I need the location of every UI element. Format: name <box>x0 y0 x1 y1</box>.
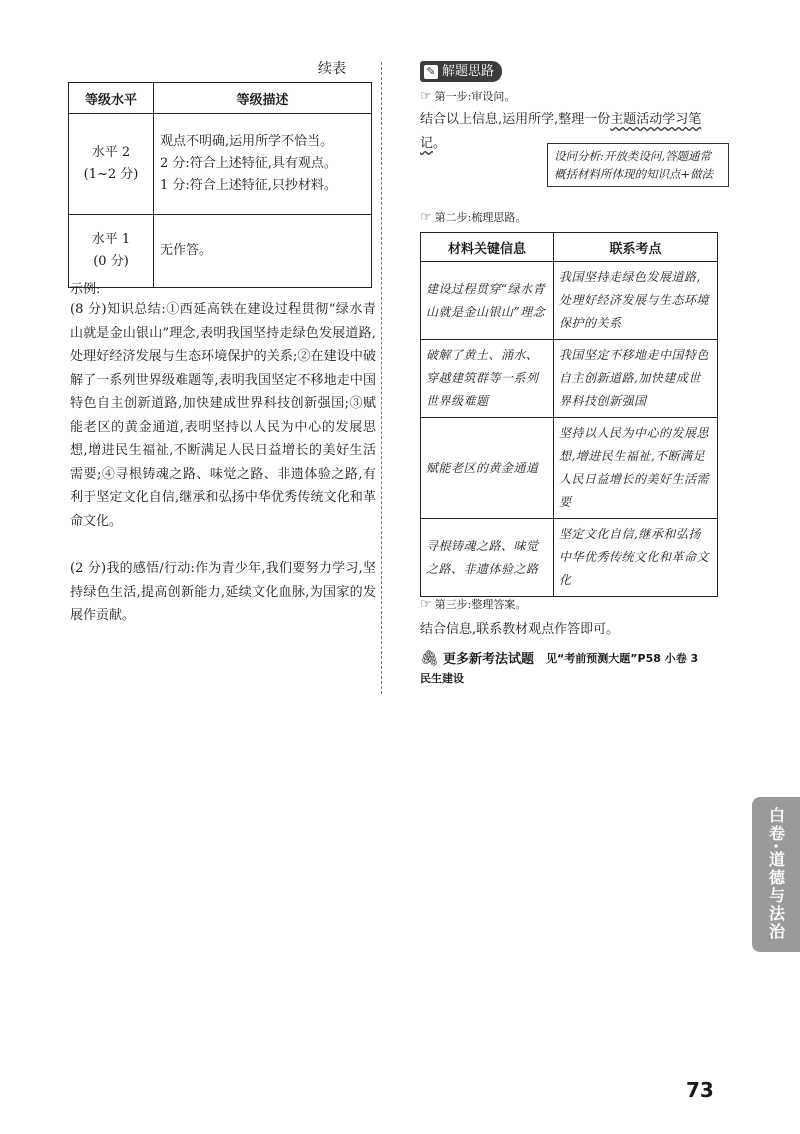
intro-text-after: 。 <box>433 136 447 151</box>
column-divider <box>381 62 382 694</box>
key-table-row <box>421 519 718 597</box>
key-point-cell: 我国坚持走绿色发展道路,处理好经济发展与生态环境保护的关系 <box>554 262 718 340</box>
key-header-info: 材料关键信息 <box>421 233 554 262</box>
grade-table-header <box>69 83 372 114</box>
more-questions-reference: 见“考前预测大题”P58 小卷 3 <box>546 651 699 665</box>
grade-desc-line: 观点不明确,运用所学不恰当。 <box>160 134 334 149</box>
more-questions-title: 更多新考法试题 <box>443 652 535 667</box>
step-two-label: 第二步:梳理思路。 <box>434 211 527 224</box>
grade-level-name: 水平 2 <box>91 145 131 160</box>
key-point-cell: 坚持以人民为中心的发展思想,增进民生福祉,不断满足人民日益增长的美好生活需要 <box>554 418 718 519</box>
grade-desc-line: 1 分:符合上述特征,只抄材料。 <box>160 178 337 193</box>
continued-label: 续表 <box>318 61 346 77</box>
grade-desc-line: 2 分:符合上述特征,具有观点。 <box>160 156 337 171</box>
example-label: 示例: <box>70 282 101 297</box>
grade-level-score: (0 分) <box>93 254 129 269</box>
more-questions-link[interactable] <box>420 648 698 667</box>
step-two <box>420 209 526 225</box>
conclusion-text: 结合信息,联系教材观点作答即可。 <box>420 622 620 637</box>
step-one <box>420 88 515 104</box>
paperclip-icon: 🖇 <box>420 648 440 667</box>
key-table-row <box>421 418 718 519</box>
pointing-hand-icon: ☞ <box>420 88 432 104</box>
key-table-row <box>421 340 718 418</box>
key-info-cell: 赋能老区的黄金通道 <box>421 418 554 519</box>
step-three-label: 第三步:整理答案。 <box>434 598 527 611</box>
grade-header-desc: 等级描述 <box>154 83 372 114</box>
page-number: 73 <box>686 1078 714 1102</box>
answer-paragraph-knowledge: (8 分)知识总结:①西延高铁在建设过程贯彻“绿水青山就是金山银山”理念,表明我国坚持走绿色发展道路,处理好经济发展与生态环境保护的关系;②在建设中破解了一系列世界级难题等,表明我国坚定不移地走中国特色自主创新道路,加快建成世界科技创新强国;③赋能老区的黄金通道,表明坚持以人民为中心的发展思想,增进民生福祉,不断满足人民日益增长的美好生活需要;④寻根铸魂之路、味觉之路、非遗体验之路,有利于坚定文化自信,继承和弘扬中华优秀传统文化和革命文化。 <box>70 302 376 529</box>
more-questions-topic: 民生建设 <box>420 672 464 685</box>
answer-paragraph-reflection: (2 分)我的感悟/行动:作为青少年,我们要努力学习,坚持绿色生活,提高创新能力,延续文化血脉,为国家的发展作贡献。 <box>70 561 376 623</box>
key-info-cell: 破解了黄土、涌水、穿越建筑群等一系列世界级难题 <box>421 340 554 418</box>
key-info-cell: 建设过程贯穿“绿水青山就是金山银山”理念 <box>421 262 554 340</box>
key-header-points: 联系考点 <box>554 233 718 262</box>
grade-row <box>69 215 372 288</box>
key-point-cell: 坚定文化自信,继承和弘扬中华优秀传统文化和革命文化 <box>554 519 718 597</box>
grade-desc-line: 无作答。 <box>160 243 213 258</box>
question-analysis-note: 设问分析:开放类设问,答题通常概括材料所体现的知识点+做法 <box>547 143 729 187</box>
key-point-cell: 我国坚定不移地走中国特色自主创新道路,加快建成世界科技创新强国 <box>554 340 718 418</box>
grade-level-cell <box>69 114 154 215</box>
key-info-cell: 寻根铸魂之路、味觉之路、非遗体验之路 <box>421 519 554 597</box>
grade-table <box>68 82 372 288</box>
notepad-icon: ✎ <box>424 65 438 79</box>
grade-level-cell <box>69 215 154 288</box>
solution-approach-badge <box>420 61 502 82</box>
grade-header-level: 等级水平 <box>69 83 154 114</box>
grade-desc-cell <box>154 215 372 288</box>
key-table-row <box>421 262 718 340</box>
side-tab-label: 白卷·道德与法治 <box>766 807 786 942</box>
pointing-hand-icon: ☞ <box>420 596 432 612</box>
intro-text-emphasis: 主题活动学习笔记 <box>420 112 702 151</box>
grade-desc-cell <box>154 114 372 215</box>
step-one-label: 第一步:审设问。 <box>434 90 516 103</box>
grade-level-score: (1~2 分) <box>83 167 139 182</box>
section-side-tab[interactable] <box>752 797 800 952</box>
intro-text-before: 结合以上信息,运用所学,整理一份 <box>420 112 611 127</box>
key-table-header <box>421 233 718 262</box>
step-three <box>420 596 526 612</box>
grade-row <box>69 114 372 215</box>
key-info-table <box>420 232 718 597</box>
badge-label: 解题思路 <box>442 64 495 79</box>
grade-level-name: 水平 1 <box>91 232 131 247</box>
pointing-hand-icon: ☞ <box>420 209 432 225</box>
